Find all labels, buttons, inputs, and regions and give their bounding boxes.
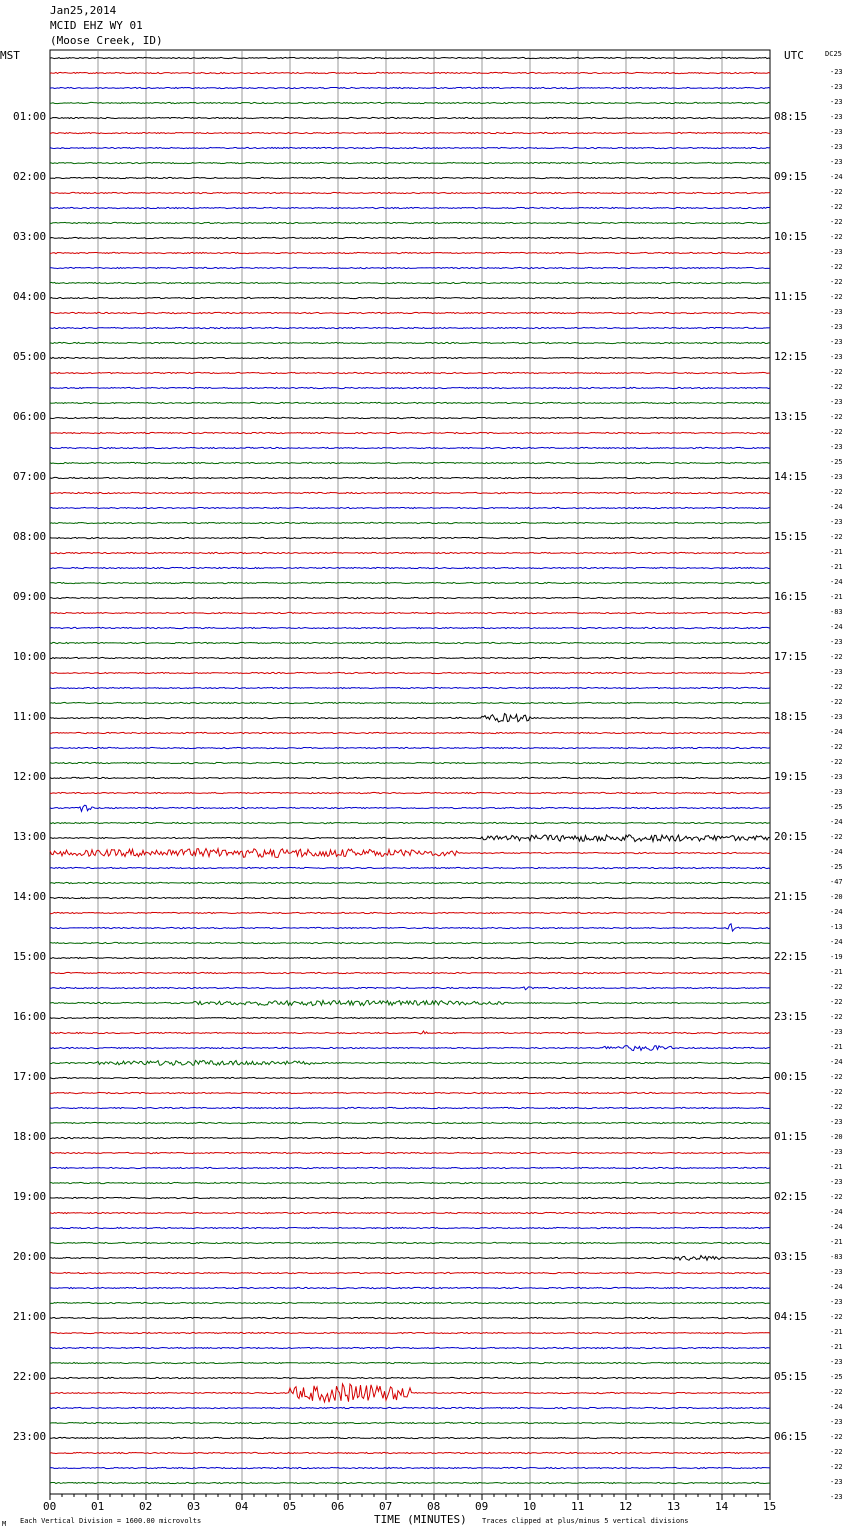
trace-line — [50, 1031, 770, 1034]
x-tick-label: 09 — [475, 1500, 489, 1513]
trace-line — [50, 72, 770, 73]
trace-line — [50, 402, 770, 403]
dc-offset-label: -23 — [830, 98, 843, 106]
dc-offset-label: -22 — [830, 233, 843, 241]
trace-line — [50, 1437, 770, 1438]
dc-offset-label: -22 — [830, 488, 843, 496]
dc-offset-label: -22 — [830, 263, 843, 271]
x-tick-label: 12 — [619, 1500, 633, 1513]
mst-hour-label: 15:00 — [13, 950, 47, 963]
utc-hour-label: 10:15 — [774, 230, 808, 243]
mst-hour-label: 23:00 — [13, 1430, 47, 1443]
dc-offset-label: -47 — [830, 878, 843, 886]
x-tick-label: 15 — [763, 1500, 777, 1513]
dc-offset-label: -24 — [830, 578, 843, 586]
trace-line — [50, 822, 770, 823]
utc-hour-label: 22:15 — [774, 950, 808, 963]
dc-offset-label: -24 — [830, 503, 843, 511]
trace-line — [50, 762, 770, 763]
x-tick-label: 00 — [43, 1500, 57, 1513]
trace-line — [50, 1422, 770, 1423]
x-axis-title: TIME (MINUTES) — [374, 1513, 467, 1526]
dc-offset-label: -23 — [830, 713, 843, 721]
trace-line — [50, 1332, 770, 1333]
utc-hour-label: 00:15 — [774, 1070, 808, 1083]
dc-offset-label: -24 — [830, 1283, 843, 1291]
trace-line — [50, 612, 770, 613]
dc-offset-label: -22 — [830, 1388, 843, 1396]
mst-hour-label: 13:00 — [13, 830, 47, 843]
trace-line — [50, 1167, 770, 1168]
x-tick-label: 04 — [235, 1500, 249, 1513]
trace-line — [50, 507, 770, 508]
dc-offset-label: -22 — [830, 1088, 843, 1096]
dc-offset-label: -21 — [830, 1343, 843, 1351]
mst-hour-label: 21:00 — [13, 1310, 47, 1323]
utc-hour-label: 09:15 — [774, 170, 808, 183]
trace-line — [50, 312, 770, 313]
dc-offset-label: -23 — [830, 323, 843, 331]
dc-offset-label: -21 — [830, 548, 843, 556]
x-tick-label: 05 — [283, 1500, 297, 1513]
trace-line — [50, 747, 770, 748]
mst-hour-label: 07:00 — [13, 470, 47, 483]
trace-line — [50, 702, 770, 703]
dc-offset-label: -22 — [830, 743, 843, 751]
trace-line — [50, 835, 770, 842]
trace-line — [50, 1347, 770, 1348]
utc-hour-label: 12:15 — [774, 350, 808, 363]
dc-offset-label: -23 — [830, 113, 843, 121]
utc-hour-label: 21:15 — [774, 890, 808, 903]
trace-line — [50, 1137, 770, 1138]
trace-line — [50, 657, 770, 658]
dc-offset-label: -83 — [830, 1253, 843, 1261]
dc-offset-label: -24 — [830, 848, 843, 856]
dc-offset-label: -21 — [830, 968, 843, 976]
trace-line — [50, 522, 770, 523]
trace-line — [50, 972, 770, 973]
utc-axis-label: UTC — [784, 49, 804, 62]
dc-offset-label: -22 — [830, 698, 843, 706]
date-title: Jan25,2014 — [50, 4, 117, 17]
dc-offset-label: -22 — [830, 368, 843, 376]
mst-hour-label: 05:00 — [13, 350, 47, 363]
dc-offset-label: -23 — [830, 1028, 843, 1036]
dc-offset-label: -23 — [830, 638, 843, 646]
trace-line — [50, 642, 770, 643]
mst-hour-label: 14:00 — [13, 890, 47, 903]
trace-line — [50, 1046, 770, 1051]
trace-line — [50, 1107, 770, 1108]
trace-line — [50, 792, 770, 793]
trace-line — [50, 1227, 770, 1228]
trace-line — [50, 417, 770, 418]
dc-offset-label: -22 — [830, 653, 843, 661]
trace-line — [50, 1197, 770, 1198]
trace-line — [50, 1212, 770, 1213]
dc-offset-label: -22 — [830, 383, 843, 391]
x-tick-label: 02 — [139, 1500, 153, 1513]
dc-offset-label: -22 — [830, 1073, 843, 1081]
dc-offset-label: -23 — [830, 773, 843, 781]
dc-offset-label: -20 — [830, 1133, 843, 1141]
dc-offset-label: -23 — [830, 1493, 843, 1501]
dc-offset-label: -22 — [830, 428, 843, 436]
x-tick-label: 07 — [379, 1500, 393, 1513]
dc-offset-label: -23 — [830, 1148, 843, 1156]
trace-line — [50, 477, 770, 478]
dc-offset-label: -22 — [830, 278, 843, 286]
dc-offset-label: -22 — [830, 1103, 843, 1111]
trace-line — [50, 1122, 770, 1123]
dc-offset-label: -22 — [830, 1193, 843, 1201]
dc-label-text: DC — [825, 50, 834, 58]
utc-hour-label: 13:15 — [774, 410, 808, 423]
trace-line — [50, 714, 770, 722]
dc-offset-label: -23 — [830, 248, 843, 256]
dc-offset-label: -22 — [830, 218, 843, 226]
trace-line — [50, 1482, 770, 1483]
x-tick-label: 01 — [91, 1500, 105, 1513]
scale-note: Each Vertical Division = 1600.00 microvolts — [20, 1517, 202, 1525]
dc-offset-label: -23 — [830, 398, 843, 406]
dc-offset-label: -21 — [830, 593, 843, 601]
dc-offset-label: -24 — [830, 938, 843, 946]
trace-line — [50, 147, 770, 148]
trace-line — [50, 372, 770, 373]
trace-line — [50, 942, 770, 943]
utc-hour-label: 03:15 — [774, 1250, 808, 1263]
mst-hour-label: 12:00 — [13, 770, 47, 783]
utc-hour-label: 19:15 — [774, 770, 808, 783]
utc-hour-label: 18:15 — [774, 710, 808, 723]
trace-line — [50, 282, 770, 283]
dc-offset-label: -23 — [830, 68, 843, 76]
dc-offset-label: -25 — [830, 803, 843, 811]
dc-offset-label: -23 — [830, 1118, 843, 1126]
mst-hour-label: 09:00 — [13, 590, 47, 603]
trace-line — [50, 882, 770, 883]
dc-offset-label: -83 — [830, 608, 843, 616]
trace-line — [50, 1092, 770, 1093]
dc-offset-label: -22 — [830, 833, 843, 841]
dc-first-value: 25 — [833, 50, 842, 58]
trace-line — [50, 924, 770, 931]
dc-offset-label: -24 — [830, 908, 843, 916]
trace-line — [50, 627, 770, 628]
trace-line — [50, 1256, 770, 1261]
dc-offset-label: -23 — [830, 128, 843, 136]
utc-hour-label: 17:15 — [774, 650, 808, 663]
dc-offset-label: -21 — [830, 1238, 843, 1246]
dc-offset-label: -24 — [830, 818, 843, 826]
trace-line — [50, 1017, 770, 1018]
trace-line — [50, 552, 770, 553]
dc-offset-label: -22 — [830, 1313, 843, 1321]
dc-offset-label: -21 — [830, 1163, 843, 1171]
trace-line — [50, 297, 770, 298]
x-tick-label: 14 — [715, 1500, 729, 1513]
dc-offset-label: -25 — [830, 863, 843, 871]
mst-hour-label: 17:00 — [13, 1070, 47, 1083]
dc-offset-label: -22 — [830, 983, 843, 991]
dc-offset-label: -24 — [830, 1403, 843, 1411]
mst-hour-label: 19:00 — [13, 1190, 47, 1203]
dc-offset-label: -22 — [830, 683, 843, 691]
trace-line — [50, 237, 770, 238]
trace-line — [50, 1272, 770, 1273]
x-tick-label: 03 — [187, 1500, 201, 1513]
dc-offset-label: -20 — [830, 893, 843, 901]
trace-line — [50, 387, 770, 388]
trace-line — [50, 327, 770, 328]
dc-offset-label: -22 — [830, 293, 843, 301]
dc-offset-label: -22 — [830, 203, 843, 211]
trace-line — [50, 192, 770, 193]
trace-line — [50, 447, 770, 448]
trace-line — [50, 132, 770, 133]
dc-offset-label: -23 — [830, 1478, 843, 1486]
utc-hour-label: 02:15 — [774, 1190, 808, 1203]
mst-hour-label: 04:00 — [13, 290, 47, 303]
mst-hour-label: 18:00 — [13, 1130, 47, 1143]
x-tick-label: 13 — [667, 1500, 681, 1513]
dc-offset-label: -23 — [830, 443, 843, 451]
utc-hour-label: 01:15 — [774, 1130, 808, 1143]
trace-line — [50, 492, 770, 493]
dc-offset-label: -24 — [830, 1223, 843, 1231]
mst-axis-label: MST — [0, 49, 20, 62]
trace-line — [50, 207, 770, 208]
dc-offset-label: -21 — [830, 563, 843, 571]
trace-line — [50, 687, 770, 688]
trace-line — [50, 805, 770, 811]
dc-offset-label: -23 — [830, 668, 843, 676]
dc-offset-label: -24 — [830, 1208, 843, 1216]
trace-line — [50, 1152, 770, 1153]
trace-line — [50, 849, 770, 858]
station-title: MCID EHZ WY 01 — [50, 19, 143, 32]
trace-line — [50, 567, 770, 568]
dc-offset-label: -23 — [830, 788, 843, 796]
utc-hour-label: 05:15 — [774, 1370, 808, 1383]
dc-offset-label: -23 — [830, 1178, 843, 1186]
trace-line — [50, 1384, 770, 1402]
trace-line — [50, 432, 770, 433]
dc-offset-label: -24 — [830, 623, 843, 631]
trace-line — [50, 252, 770, 253]
dc-offset-label: -23 — [830, 83, 843, 91]
dc-offset-label: -24 — [830, 1058, 843, 1066]
utc-hour-label: 15:15 — [774, 530, 808, 543]
dc-offset-label: -22 — [830, 413, 843, 421]
trace-line — [50, 342, 770, 343]
trace-line — [50, 1467, 770, 1468]
trace-line — [50, 582, 770, 583]
trace-line — [50, 1407, 770, 1408]
dc-offset-label: -23 — [830, 143, 843, 151]
utc-hour-label: 08:15 — [774, 110, 808, 123]
dc-offset-label: -22 — [830, 1433, 843, 1441]
dc-offset-label: -24 — [830, 728, 843, 736]
utc-hour-label: 06:15 — [774, 1430, 808, 1443]
x-tick-label: 08 — [427, 1500, 441, 1513]
mst-hour-label: 10:00 — [13, 650, 47, 663]
trace-line — [50, 1242, 770, 1243]
plot-frame — [50, 50, 770, 1494]
mst-hour-label: 22:00 — [13, 1370, 47, 1383]
dc-offset-label: -23 — [830, 1268, 843, 1276]
utc-hour-label: 23:15 — [774, 1010, 808, 1023]
trace-line — [50, 267, 770, 268]
trace-line — [50, 102, 770, 103]
mst-hour-label: 01:00 — [13, 110, 47, 123]
dc-offset-label: -13 — [830, 923, 843, 931]
dc-offset-label: -23 — [830, 353, 843, 361]
mst-hour-label: 06:00 — [13, 410, 47, 423]
dc-offset-label: -23 — [830, 338, 843, 346]
dc-offset-label: -21 — [830, 1043, 843, 1051]
utc-hour-label: 14:15 — [774, 470, 808, 483]
trace-line — [50, 87, 770, 88]
mst-hour-label: 20:00 — [13, 1250, 47, 1263]
trace-line — [50, 672, 770, 673]
mst-hour-label: 11:00 — [13, 710, 47, 723]
trace-line — [50, 897, 770, 898]
trace-line — [50, 357, 770, 358]
trace-line — [50, 462, 770, 463]
trace-line — [50, 162, 770, 163]
trace-line — [50, 1182, 770, 1183]
mst-hour-label: 03:00 — [13, 230, 47, 243]
dc-offset-label: -23 — [830, 158, 843, 166]
trace-line — [50, 912, 770, 913]
dc-offset-label: -25 — [830, 458, 843, 466]
trace-line — [50, 1287, 770, 1288]
trace-line — [50, 987, 770, 990]
utc-hour-label: 16:15 — [774, 590, 808, 603]
dc-offset-label: -19 — [830, 953, 843, 961]
trace-line — [50, 957, 770, 958]
dc-offset-label: -24 — [830, 173, 843, 181]
trace-line — [50, 1302, 770, 1303]
trace-line — [50, 1362, 770, 1363]
dc-offset-label: -23 — [830, 1358, 843, 1366]
trace-line — [50, 177, 770, 178]
dc-offset-label: -21 — [830, 1328, 843, 1336]
mst-hour-label: 16:00 — [13, 1010, 47, 1023]
dc-offset-label: -23 — [830, 1298, 843, 1306]
dc-offset-label: -25 — [830, 1373, 843, 1381]
dc-offset-label: -22 — [830, 758, 843, 766]
trace-line — [50, 867, 770, 868]
utc-hour-label: 20:15 — [774, 830, 808, 843]
trace-line — [50, 117, 770, 118]
dc-offset-label: -22 — [830, 998, 843, 1006]
footer-mark: M — [2, 1520, 7, 1528]
dc-offset-label: -22 — [830, 1463, 843, 1471]
x-tick-label: 06 — [331, 1500, 345, 1513]
dc-offset-label: -22 — [830, 1013, 843, 1021]
dc-offset-label: -23 — [830, 1418, 843, 1426]
trace-line — [50, 1060, 770, 1065]
trace-line — [50, 597, 770, 598]
dc-offset-label: -23 — [830, 518, 843, 526]
utc-hour-label: 11:15 — [774, 290, 808, 303]
x-tick-label: 10 — [523, 1500, 537, 1513]
trace-line — [50, 1000, 770, 1005]
x-tick-label: 11 — [571, 1500, 585, 1513]
trace-line — [50, 222, 770, 223]
mst-hour-label: 02:00 — [13, 170, 47, 183]
trace-line — [50, 732, 770, 733]
utc-hour-label: 04:15 — [774, 1310, 808, 1323]
dc-offset-label: -23 — [830, 473, 843, 481]
clip-note: Traces clipped at plus/minus 5 vertical divisions — [482, 1517, 689, 1525]
trace-line — [50, 57, 770, 58]
trace-line — [50, 1077, 770, 1078]
trace-line — [50, 1452, 770, 1453]
mst-hour-label: 08:00 — [13, 530, 47, 543]
dc-offset-label: -23 — [830, 308, 843, 316]
dc-offset-label: -22 — [830, 1448, 843, 1456]
dc-offset-label: -22 — [830, 533, 843, 541]
trace-line — [50, 777, 770, 778]
dc-offset-label: -22 — [830, 188, 843, 196]
trace-line — [50, 1377, 770, 1378]
location-title: (Moose Creek, ID) — [50, 34, 163, 47]
trace-line — [50, 1317, 770, 1318]
trace-line — [50, 537, 770, 538]
